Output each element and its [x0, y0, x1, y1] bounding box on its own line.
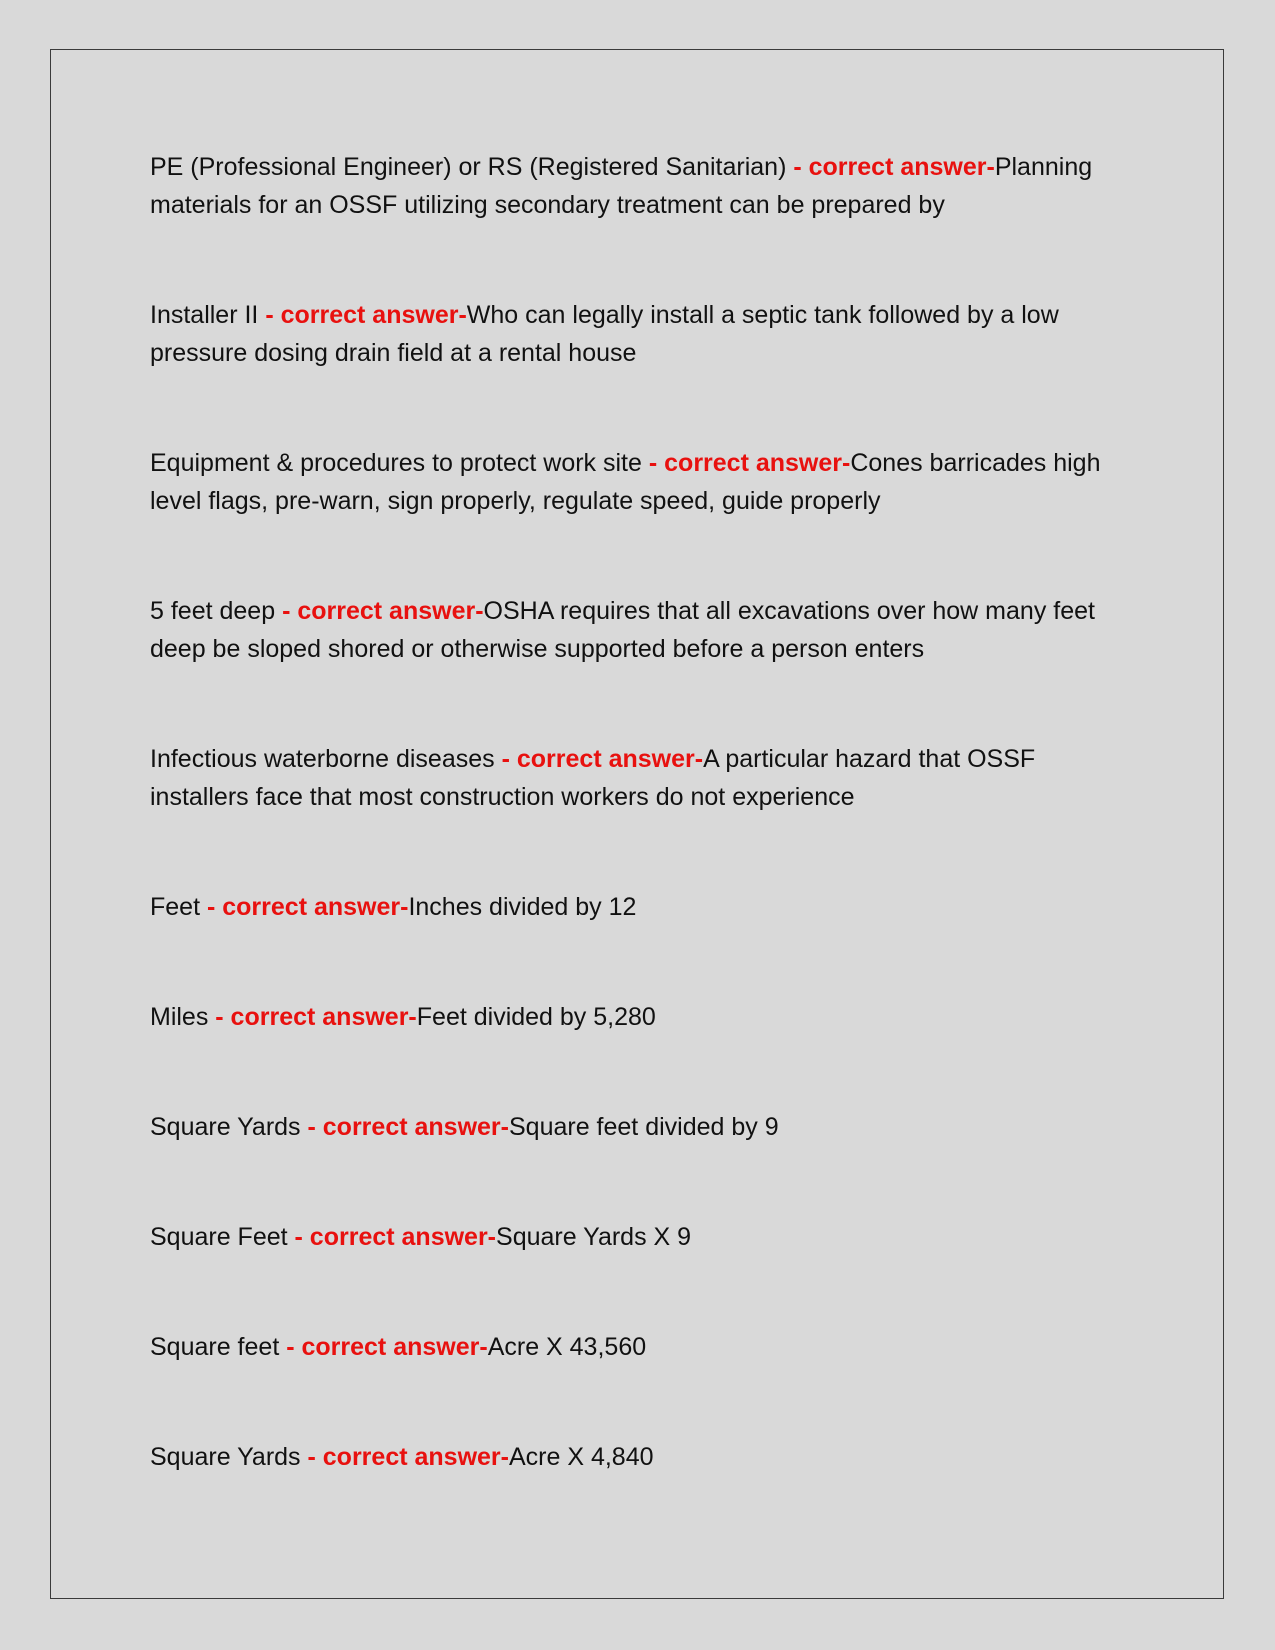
answer-text: PE (Professional Engineer) or RS (Registered Sanitarian) — [150, 153, 787, 181]
correct-answer-marker: - correct answer- — [300, 1443, 509, 1471]
qa-item — [150, 296, 1130, 372]
correct-answer-marker: - correct answer- — [494, 745, 704, 773]
answer-text: Feet — [150, 893, 201, 921]
question-text: Who can legally install a septic tank followed by a low pressure dosing drain field at a rental house — [150, 301, 1059, 367]
answer-text: Equipment & procedures to protect work site — [150, 449, 642, 477]
correct-answer-marker: - correct answer- — [279, 1333, 488, 1361]
qa-item — [150, 148, 1130, 224]
correct-answer-marker: - correct answer- — [287, 1223, 497, 1251]
correct-answer-marker: - correct answer- — [300, 1113, 509, 1141]
qa-item — [150, 1438, 1130, 1476]
correct-answer-marker: - correct answer- — [786, 153, 995, 181]
question-text: A particular hazard that OSSF installers face that most construction workers do not experience — [150, 745, 1036, 811]
qa-item — [150, 998, 1130, 1036]
qa-item — [150, 592, 1130, 668]
answer-text: Infectious waterborne diseases — [150, 745, 495, 773]
correct-answer-marker: - correct answer- — [208, 1003, 417, 1031]
correct-answer-marker: - correct answer- — [275, 597, 484, 625]
answer-text: Square feet — [150, 1333, 280, 1361]
answer-text: Square Feet — [150, 1223, 288, 1251]
question-text: Feet divided by 5,280 — [416, 1003, 656, 1031]
qa-item — [150, 1328, 1130, 1366]
question-text: Square Yards X 9 — [496, 1223, 692, 1251]
answer-text: Miles — [150, 1003, 209, 1031]
question-text: Cones barricades high level flags, pre-warn, sign properly, regulate speed, guide properly — [150, 449, 1101, 515]
qa-item — [150, 1218, 1130, 1256]
qa-item — [150, 888, 1130, 926]
qa-item — [150, 1108, 1130, 1146]
qa-item — [150, 740, 1130, 816]
correct-answer-marker: - correct answer- — [258, 301, 467, 329]
question-text: Square feet divided by 9 — [508, 1113, 779, 1141]
qa-item — [150, 444, 1130, 520]
question-text: Inches divided by 12 — [408, 893, 637, 921]
correct-answer-marker: - correct answer- — [200, 893, 409, 921]
question-text: Acre X 43,560 — [487, 1333, 647, 1361]
answer-text: Installer II — [150, 301, 259, 329]
correct-answer-marker: - correct answer- — [641, 449, 851, 477]
question-text: Acre X 4,840 — [508, 1443, 654, 1471]
qa-list — [150, 148, 1130, 1476]
question-text: Planning materials for an OSSF utilizing secondary treatment can be prepared by — [150, 153, 1093, 219]
answer-text: 5 feet deep — [150, 597, 276, 625]
answer-text: Square Yards — [150, 1443, 301, 1471]
question-text: OSHA requires that all excavations over how many feet deep be sloped shored or otherwise supported before a person enters — [150, 597, 1095, 663]
answer-text: Square Yards — [150, 1113, 301, 1141]
